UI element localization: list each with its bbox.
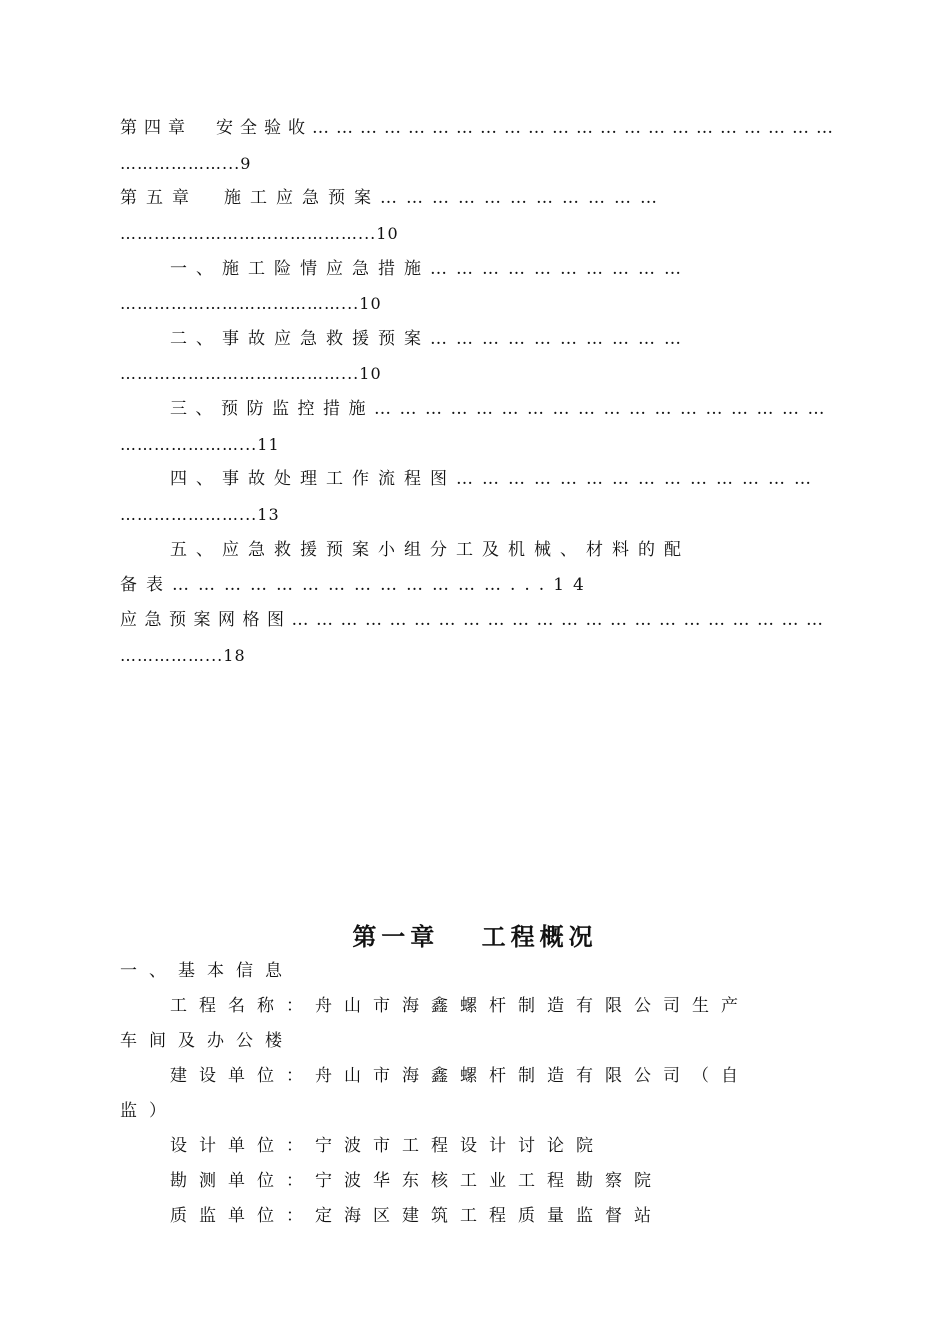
toc-entry-section-2-page: …………………………………...10	[120, 364, 382, 383]
supervisor-line: 质监单位：定海区建筑工程质量监督站	[170, 1206, 663, 1226]
project-name-line-cont: 车间及办公楼	[120, 1031, 294, 1051]
toc-entry-section-4[interactable]: 四、事故处理工作流程图……………………………………	[170, 469, 820, 489]
toc-entry-section-4-page: …………………...13	[120, 505, 280, 524]
toc-entry-grid-chart[interactable]: 应急预案网格图…………………………………………………………	[120, 610, 831, 630]
builder-line-cont: 监）	[120, 1101, 178, 1121]
toc-entry-section-5[interactable]: 五、应急救援预案小组分工及机械、材料的配	[170, 540, 690, 560]
project-name-line: 工程名称：舟山市海鑫螺杆制造有限公司生产	[170, 996, 750, 1016]
toc-entry-chapter-4-page: ………………...9	[120, 154, 252, 173]
toc-entry-section-1[interactable]: 一、施工险情应急措施…………………………	[170, 259, 690, 279]
toc-entry-section-3-page: …………………...11	[120, 435, 280, 454]
toc-entry-chapter-4[interactable]: 第四章 安全验收…………………………………………………………	[120, 118, 840, 138]
toc-entry-chapter-5[interactable]: 第五章 施工应急预案……………………………	[120, 188, 666, 208]
toc-entry-chapter-5-page: ……………………………………...10	[120, 224, 399, 243]
toc-entry-section-3[interactable]: 三、预防监控措施………………………………………………	[170, 399, 833, 419]
toc-entry-section-2[interactable]: 二、事故应急救援预案…………………………	[170, 329, 690, 349]
chapter-title: 第一章 工程概况	[352, 923, 598, 951]
surveyor-line: 勘测单位：宁波华东核工业工程勘察院	[170, 1171, 663, 1191]
toc-entry-grid-chart-page: ……………...18	[120, 646, 246, 665]
designer-line: 设计单位：宁波市工程设计讨论院	[170, 1136, 605, 1156]
toc-entry-section-5-cont: 备表…………………………………...14	[120, 575, 593, 595]
builder-line: 建设单位：舟山市海鑫螺杆制造有限公司（自	[170, 1066, 750, 1086]
toc-entry-section-1-page: …………………………………...10	[120, 294, 382, 313]
section-heading: 一、基本信息	[120, 961, 294, 981]
